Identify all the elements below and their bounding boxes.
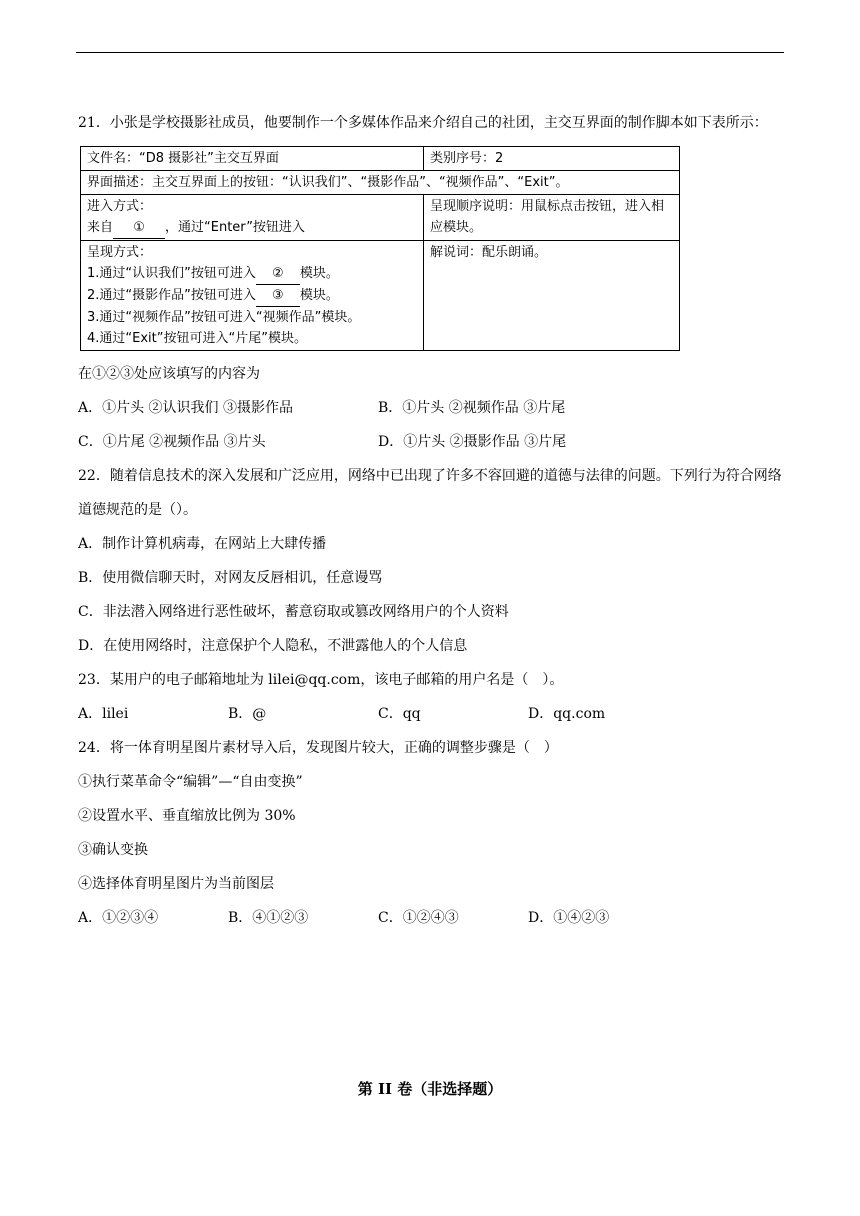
entry-line — [87, 217, 417, 239]
q22-option-d[interactable]: D．在使用网络时，注意保护个人隐私，不泄露他人的个人信息 — [78, 638, 468, 654]
q21-options-row-2 — [78, 425, 784, 459]
present-1-prefix: 1.通过“认识我们”按钮可进入 — [87, 266, 256, 281]
present-title: 呈现方式： — [87, 245, 153, 260]
entry-suffix: ，通过“Enter”按钮进入 — [165, 220, 305, 235]
blank-2: ② — [256, 263, 300, 285]
q22-stem: 22．随着信息技术的深入发展和广泛应用，网络中已出现了许多不容回避的道德与法律的问题。下列行为符合网络道德规范的是（）。 — [78, 468, 782, 518]
section-title: 第 II 卷（非选择题） — [357, 1080, 503, 1098]
q22-option-c[interactable]: C．非法潜入网络进行恶性破坏，蓄意窃取或篡改网络用户的个人资料 — [78, 604, 509, 620]
present-item-4: 4.通过“Exit”按钮可进入“片尾”模块。 — [87, 331, 307, 346]
q21-option-b[interactable]: B．①片头 ②视频作品 ③片尾 — [378, 400, 566, 416]
exam-page — [78, 106, 784, 935]
q22-option-a[interactable]: A．制作计算机病毒，在网站上大肆传播 — [78, 536, 327, 552]
cell-presentation — [81, 241, 424, 351]
q21-option-d[interactable]: D．①片头 ②摄影作品 ③片尾 — [378, 434, 567, 450]
present-1-suffix: 模块。 — [299, 266, 339, 281]
q23-option-a[interactable]: A．lilei — [78, 706, 129, 722]
q21-prompt: 在①②③处应该填写的内容为 — [78, 366, 260, 382]
present-item-1 — [87, 263, 417, 285]
blank-3: ③ — [256, 285, 300, 307]
cell-filename: 文件名：“D8 摄影社”主交互界面 — [81, 147, 424, 171]
q23-stem: 23．某用户的电子邮箱地址为 lilei@qq.com，该电子邮箱的用户名是（ ）。 — [78, 672, 564, 688]
blank-1: ① — [113, 217, 165, 239]
q24-option-d[interactable]: D．①④②③ — [528, 910, 610, 926]
present-2-suffix: 模块。 — [299, 288, 339, 303]
q24-option-c[interactable]: C．①②④③ — [378, 910, 459, 926]
q24-options — [78, 901, 784, 935]
entry-prefix: 来自 — [87, 220, 114, 235]
q24-option-b[interactable]: B．④①②③ — [228, 910, 309, 926]
q21-stem: 21．小张是学校摄影社成员，他要制作一个多媒体作品来介绍自己的社团，主交互界面的制作脚本如下表所示： — [78, 115, 768, 131]
cell-order: 呈现顺序说明：用鼠标点击按钮，进入相应模块。 — [424, 195, 680, 241]
q24-step-3: ③确认变换 — [78, 842, 148, 858]
q24-step-4: ④选择体育明星图片为当前图层 — [78, 876, 274, 892]
q24-step-1: ①执行菜革命令“编辑”—“自由变换” — [78, 774, 303, 790]
q24-stem: 24．将一体育明星图片素材导入后，发现图片较大，正确的调整步骤是（ ） — [78, 740, 558, 756]
q21-options-row-1 — [78, 391, 784, 425]
present-2-prefix: 2.通过“摄影作品”按钮可进入 — [87, 288, 256, 303]
present-item-3: 3.通过“视频作品”按钮可进入“视频作品”模块。 — [87, 310, 361, 325]
q22-option-b[interactable]: B．使用微信聊天时，对网友反唇相讥，任意谩骂 — [78, 570, 383, 586]
q23-option-c[interactable]: C．qq — [378, 706, 421, 722]
entry-title: 进入方式： — [87, 199, 153, 214]
q24-step-2: ②设置水平、垂直缩放比例为 30% — [78, 808, 296, 824]
cell-narration: 解说词：配乐朗诵。 — [424, 241, 680, 351]
q23-option-d[interactable]: D．qq.com — [528, 706, 606, 722]
q23-option-b[interactable]: B．@ — [228, 706, 267, 722]
script-table — [80, 146, 680, 351]
header-rule — [76, 52, 784, 53]
q21-option-a[interactable]: A．①片头 ②认识我们 ③摄影作品 — [78, 400, 294, 416]
cell-entry — [81, 195, 424, 241]
q24-option-a[interactable]: A．①②③④ — [78, 910, 159, 926]
cell-description: 界面描述：主交互界面上的按钮：“认识我们”、“摄影作品”、“视频作品”、“Exit”。 — [81, 171, 680, 195]
q23-options — [78, 697, 784, 731]
cell-category: 类别序号：2 — [424, 147, 680, 171]
present-item-2 — [87, 285, 417, 307]
q21-option-c[interactable]: C．①片尾 ②视频作品 ③片头 — [78, 434, 266, 450]
